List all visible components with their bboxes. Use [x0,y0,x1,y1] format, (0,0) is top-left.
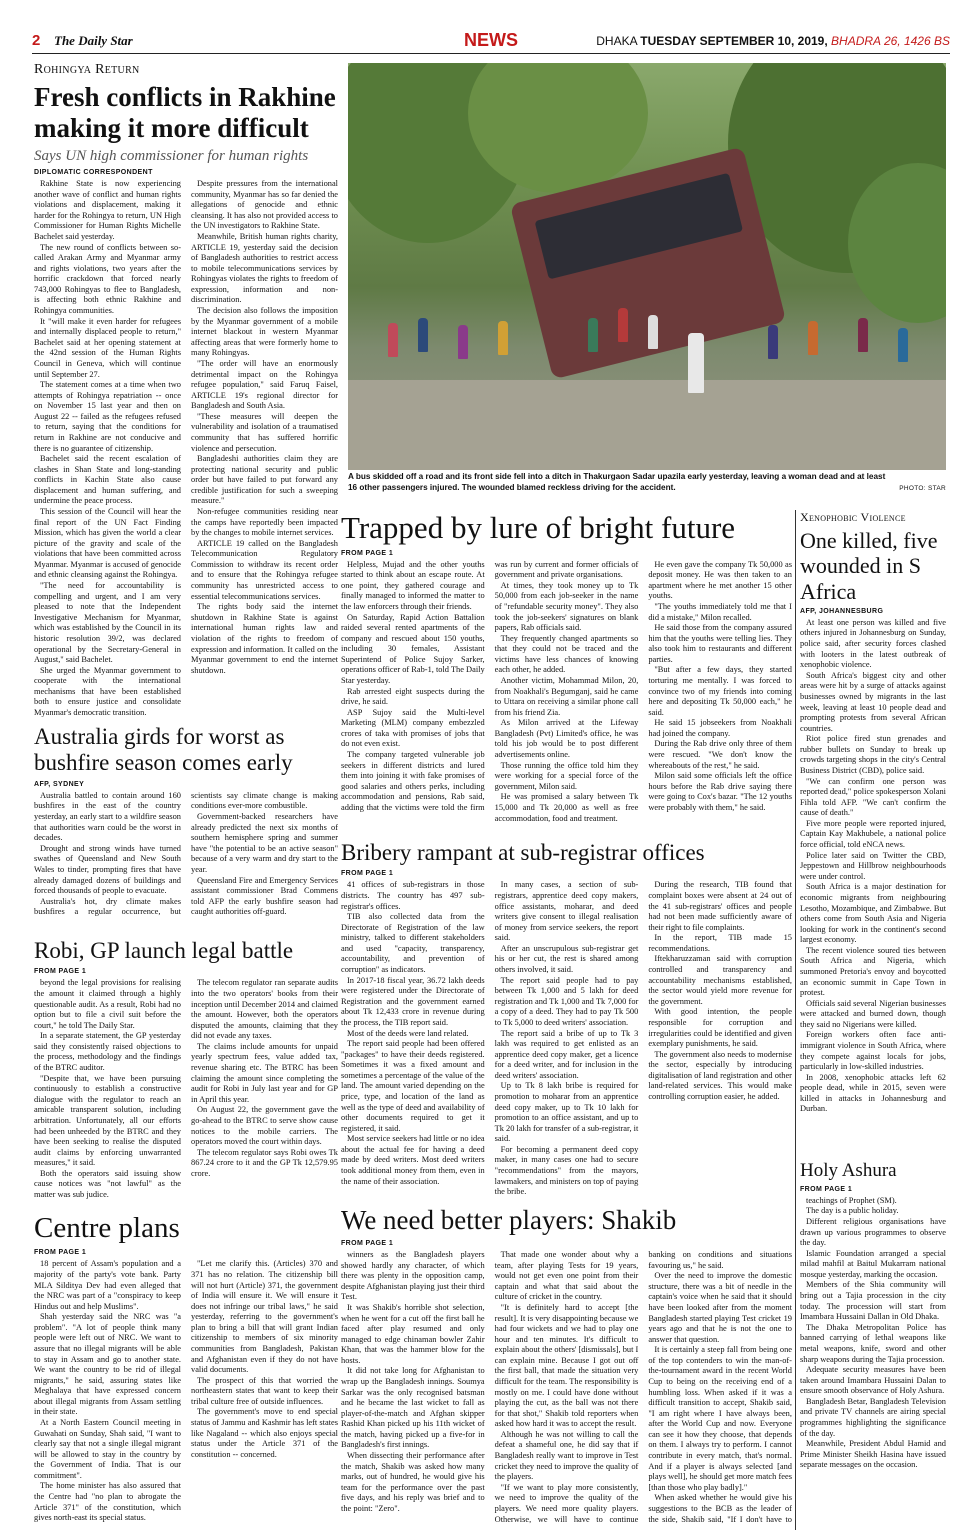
article-body [34,179,338,719]
paragraph: Despite pressures from the international community, Myanmar has so far denied the allegations of genocide and ethnic cleansing. It has also not provided access to the UN investigators to Rakhine State. [191,179,338,231]
article-body [34,978,338,1208]
paragraph: Milon said some officials left the office hours before the Rab drive saying there were going to Cox's bazar. "The 12 youths were probably with them," he said. [648,771,792,812]
paragraph: She urged the Myanmar government to cooperate with the international mechanisms that have been established both to ensure justice and consolidate Myanmar's democratic transition. [34,665,181,717]
paragraph: Bangladesh Betar, Bangladesh Television and private TV channels are airing special programmes highlighting the significance of the day. [800,1396,946,1438]
dateline-bengali-date: BHADRA 26, 1426 BS [831,34,950,48]
paragraph: As Milon arrived at the Lifeway Bangladesh (Pvt) Limited's office, he was told his job would be to post different advertisements online. [494,718,639,760]
article-headline[interactable]: We need better players: Shakib [341,1205,677,1235]
paragraph: It is certainly a steep fall from being one of the top contenders to win the man-of-the-tournament award in the recent World Cup to being on the receiving end of a humbling loss. When asked if it was a difficult transition to accept, Shakib said, "I am right where I have always been, after the World Cup and now. Everyone can see it how they choose, that depends on them. I always try to perform. I cannot contribute in every match, that's normal. And if a player is always selected [and plays well], he should get more match fees [than those who play badly]." [648,1345,792,1492]
article-deck: Says UN high commissioner for human rights [34,148,309,165]
article-byline: DIPLOMATIC CORRESPONDENT [34,169,153,177]
paragraph: The telecom regulator says Robi owes Tk 867.24 crore to it and the GP Tk 12,579.95 crore. [191,1147,338,1178]
article-shakib [341,1205,792,1532]
paragraph: "It is definitely hard to accept [the result]. It is very disappointing because we had four wickets and we had to play one hour and ten minutes. It's difficult to explain about the others' [dismissals], but I can explain mine. Because I got out off the first ball, that made the situation very difficult for the team. The responsibility is mostly on me. I could have done without playing the cut, as the ball was not there for that shot," Shakib told reporters when asked how hard it was to accept the result. [494,1302,639,1429]
paragraph: Bangladeshi authorities claim they are protecting national security and public order but have failed to put forward any credible justification for such a sweeping measure." [191,454,338,506]
paragraph: The decision also follows the imposition by the Myanmar government of a mobile internet blackout in western Myanmar affecting areas that were formerly home to many Rohingyas. [191,306,338,358]
paragraph: In the report, TIB made 15 recommendations. [648,933,792,953]
paragraph: teachings of Prophet (SM). [806,1195,897,1205]
paragraph: Australia's hot, dry climate makes bushfires a regular occurrence, but scientists say climate change is making conditions ever-more combustible. [34,790,338,917]
paragraph: Those running the office told him they were working for a special force of the government, Milon said. [494,760,639,791]
paragraph: On Saturday, Rapid Action Battalion raided several rented apartments of the company and rescued about 150 youths, including 30 females, Assistant Superintend of Police Sujoy Sarker, operations officer of Rab-1, told The Daily Star yesterday. [341,612,485,685]
article-bribery [341,840,792,1200]
paragraph: Over the need to improve the domestic structure, there was a bit of needle in the captain's voice when he said that it should have been looked after from the moment Bangladesh started playing Test cricket 19 years ago and that he is not the one to answer that question. [648,1271,792,1344]
paragraph: When dissecting their performance after the match, Shakib was asked how many marks, out of hundred, he would give his team for the performance over the past five days, and his reply was brief and to the point: "Zero". [341,1451,485,1513]
paragraph: "Let me clarify this. (Articles) 370 and 371 has no relation. The citizenship bill will not hurt (Article) 371, the government of India will ensure it. We will ensure it does not infringe our tribal laws," he said yesterday, referring to the government's plan to bring a bill that will grant Indian citizenship to members of six minority communities from Bangladesh, Pakistan and Afghanistan even if they do not have valid documents. [191,1259,338,1375]
paragraph: During the research, TIB found that complaint boxes were absent at 24 out of the 41 sub-registrars' offices and people had not been made sufficiently aware of their right to file complaints. [648,880,792,932]
article-body [341,560,792,830]
article-body [34,791,338,921]
article-body [34,1259,338,1531]
article-centre [34,1212,338,1532]
paragraph: TIB also collected data from the Directorate of Registration of the law ministry, talked to different stakeholders and used "capacity, transparency, accountability, and prevention of corruption" as indicators. [341,912,485,975]
paragraph: In a separate statement, the GP yesterday said they consistently raised objections to the process, methodology and the findings of the BTRC auditor. [34,1031,181,1073]
masthead [32,30,950,54]
paragraph: In 2008, xenophobic attacks left 62 people dead, while in 2015, seven were killed in attacks in Johannesburg and Durban. [800,1072,946,1114]
article-xenophobic [800,510,946,1150]
article-body [341,1250,792,1532]
paragraph: The day is a public holiday. [806,1206,899,1216]
paragraph: "The order will have an enormously detrimental impact on the Rohingya refugee population," said Faruq Faisel, ARTICLE 19's regional director for Bangladesh and South Asia. [191,358,338,411]
paragraph: It "will make it even harder for refugees and internally displaced people to return," Bachelet said at her opening statement at the 42nd session of the Human Rights Council in Geneva, which will continue until September 27. [34,316,181,379]
article-body [341,880,792,1200]
article-headline[interactable]: Robi, GP launch legal battle [34,938,294,963]
paragraph: Shah yesterday said the NRC was "a problem". "A lot of people think many people were left out of NRC. We want to assure that no illegal migrants will be able to stay in Assam and go to another state. We want the country to be rid of illegal migrants," he said, assuring states like Meghalaya that have expressed concern about illegal migrants from Assam settling in their state. [34,1312,181,1417]
paragraph: Australia battled to contain around 160 bushfires in the east of the country yesterday, an early start to a wildfire season that authorities warn could be the worst in decades. [34,790,181,843]
paragraph: Iftekharuzzaman said with corruption controlled and transparency and accountability mechanisms established, the sector would yield more revenue for the government. [648,954,792,1006]
paragraph: The new round of conflicts between so-called Arakan Army and Myanmar army and rights violations, two years after the horrific crackdown that forced nearly 743,000 Rohingyas to flee to Bangladesh, is affecting both ethnic Rakhine and Rohingya communities. [34,242,181,316]
paragraph: The home minister has also assured that the Centre had "no plan to abrogate the Article 371" of the constitution, which gives north-east its special status. [34,1481,181,1523]
article-headline[interactable]: Centre plans [34,1212,180,1244]
paragraph: For becoming a permanent deed copy maker, in many cases one had to secure "recommendations" from the mayors, lawmakers, and ministers on top of paying the bribe. [494,1144,639,1197]
article-jump: FROM PAGE 1 [341,549,394,557]
paragraph: It was Shakib's horrible shot selection, when he went for a cut off the first ball he faced after play resumed and only managed to edge chinaman bowler Zahir Khan, that was the hammer blow for the hosts. [341,1302,485,1365]
article-jump: FROM PAGE 1 [34,1249,87,1257]
paragraph: The prospect of this that worried the northeastern states that want to keep their tribal culture free of outside influences. [191,1375,338,1406]
paragraph: The report said people had to pay between Tk 1,000 and 5 lakh for deed registration and Tk 1,000 and Tk 7,000 for a copy of a deed. They had to pay Tk 500 to Tk 5,000 to deed writers' association. [494,975,639,1027]
paragraph: "These measures will deepen the vulnerability and isolation of a traumatised community that has suffered horrific violence and persecution. [191,411,338,453]
photo-credit: PHOTO: STAR [899,485,946,492]
paragraph: The telecom regulator ran separate audits into the two operators' books from their inception until December 2014 and claimed the amount. However, both the operators disputed the amounts, claiming that they did not evade any taxes. [191,978,338,1041]
article-rohingya [34,62,338,720]
paragraph: Riot police fired stun grenades and rubber bullets on Sunday to break up crowds targeting shops in the city's Central Business District (CBD), police said. [800,734,946,775]
paragraph: Queensland Fire and Emergency Services assistant commissioner Brad Commens told AFP the early bushfire season had caught authorities off-guard. [191,875,338,917]
paragraph: Officials said several Nigerian businesses were attacked and burned down, though they said no Nigerians were killed. [800,998,946,1029]
article-jump: FROM PAGE 1 [341,1240,394,1248]
paragraph: Both the operators said issuing show cause notices was "not lawful" as the matter was sub judice. [34,1168,181,1199]
paragraph: The report said people had been offered "packages" to have their deeds registered. Sometimes it was a fixed amount and sometimes a percentage of the value of the land. The amount varied depending on the price, type, and location of the land as well as the type of deed and availability of other documents required to get it registered, it said. [341,1039,485,1133]
article-ashura [800,1160,946,1532]
paragraph: beyond the legal provisions for realising the amount it claimed through a highly questionable audit. As a result, Robi had no option but to file a civil suit before the court," he told The Daily Star. [34,978,181,1030]
paragraph: Islamic Foundation arranged a special milad mahfil at Baitul Mukarram national mosque yesterday, marking the occasion. [800,1248,946,1279]
paragraph: This session of the Council will hear the final report of the UN Fact Finding Mission, which has given the world a clear picture of the gravity and scale of the violations that have been committed across Myanmar. Myanmar is accused of genocide and ethnic cleansing against the Rohingya. [34,507,181,580]
article-headline[interactable]: Australia girds for worst as bushfire season comes early [34,724,293,776]
paragraph: It did not take long for Afghanistan to wrap up the Bangladesh innings. Soumya Sarkar was the only recognised batsman and he became the last wicket to fall as player-of-the-match and Afghan skipper Rashid Khan picked up his 11th wicket of the match, having picked up a five-for in Bangladesh's first innings. [341,1366,485,1450]
paragraph: Rakhine State is now experiencing another wave of conflict and human rights violations and displacement, making it harder for the Rohingya to return, UN High Commissioner for Human Rights Michelle Bachelet said yesterday. [34,179,181,241]
paragraph: Most of the deeds were land related. [347,1028,469,1038]
article-headline[interactable]: Fresh conflicts in Rakhine making it more difficult [34,82,336,144]
article-jump: FROM PAGE 1 [341,870,394,878]
paragraph: Drought and strong winds have turned swathes of Queensland and New South Wales to tinder, prompting fires that have already damaged dozens of buildings and forced thousands of people to evacuate. [34,843,181,896]
paragraph: In 2017-18 fiscal year, 36.72 lakh deeds were registered under the Directorate of Registration and the government earned about Tk 12,433 crore in revenue during the process, the TIB report said. [341,975,485,1027]
photo-caption: A bus skidded off a road and its front side fell into a ditch in Thakurgaon Sadar upazila early yesterday, leaving a woman dead and at least 16 other passengers injured. The wounded blamed reckless driving for the accident. [348,472,886,492]
paragraph: The government's move to end special status of Jammu and Kashmir has left states like Nagaland -- which also enjoys special status under the Article 371 of the constitution -- concerned. [191,1407,338,1459]
article-kicker: Xenophobic Violence [800,510,906,524]
paragraph: 41 offices of sub-registrars in those districts. The country has 497 sub-registrar's offices. [341,880,485,911]
dateline-city: DHAKA [596,34,637,48]
paragraph: South Africa is a major destination for economic migrants from neighbouring Lesotho, Mozambique, and Zimbabwe. But others come from South Asia and Nigeria looking for work in the continent's second largest economy. [800,882,946,945]
paragraph: Although he was not willing to call the defeat a shameful one, he did say that if Bangladesh really want to improve in Test cricket they need to improve the quality of the players. [494,1429,639,1482]
paragraph: Different religious organisations have drawn up various programmes to observe the day. [800,1217,946,1248]
paragraph: At least one person was killed and five others injured in Johannesburg on Sunday, police said, after security forces clashed with looters in the latest outbreak of xenophobic violence. [800,617,946,670]
article-headline[interactable]: Bribery rampant at sub-registrar offices [341,840,705,865]
article-robi [34,938,338,1208]
paragraph: At a North Eastern Council meeting in Guwahati on Sunday, Shah said, "I want to clearly say that not a single illegal migrant will be allowed to stay in the country by the Government of India. That is our commitment". [34,1418,181,1480]
article-jump: FROM PAGE 1 [34,968,87,976]
paragraph: Members of the Shia community will bring out a Tajia procession in the city today. The procession will start from Imambara Hussaini Dallan in Old Dhaka. [800,1280,946,1322]
paragraph: The Dhaka Metropolitan Police has banned carrying of lethal weapons like metal weapons, knife, sword and other sharp weapons during the Tajia procession. [800,1322,946,1364]
paragraph: The report said a bribe of up to Tk 3 lakh was required to get enlisted as an apprentice deed copy maker, get a licence for a deed writer, and for inclusion in the deed writers' association. [494,1028,639,1080]
paragraph: He said those from the company assured him that the youths were telling lies. They also took him to restaurants and different parties. [648,623,792,664]
article-headline[interactable]: Trapped by lure of bright future [341,510,736,545]
paragraph: They frequently changed apartments so that they could not be traced and the victims have less chances of knowing each other, he added. [494,633,639,675]
paragraph: At times, they took money up to Tk 50,000 from each job-seeker in the name of "refundable security money". They also took the job-seekers' signatures on blank papers, Rab officials said. [494,580,639,633]
paragraph: Non-refugee communities residing near the camps have reportedly been impacted by the changes to mobile internet services. [191,507,338,538]
paragraph: The claims include amounts for unpaid yearly spectrum fees, value added tax, revenue sharing etc. The BTRC has been claiming the amount since completing the audit for Robi in July last year and for GP in April this year. [191,1041,338,1104]
dateline-date: TUESDAY SEPTEMBER 10, 2019, [640,34,828,48]
paragraph: He said 15 jobseekers from Noakhali had joined the company. [648,718,792,738]
article-body [800,1196,946,1531]
paragraph: Up to Tk 8 lakh bribe is required for promotion to moharar from an apprentice deed copy maker, up to Tk 10 lakh for promotion to an office assistant, and up to Tk 20 lakh for transfer of a sub-registrar, it said. [494,1081,639,1144]
section-label: NEWS [464,30,518,50]
article-body [800,618,946,1150]
paragraph: Meanwhile, British human rights charity, ARTICLE 19, yesterday said the decision of Bangladesh authorities to restrict access to mobile telecommunications services by Rohingyas violates the rights to freedom of expression, information and non-discrimination. [191,231,338,305]
article-jump: FROM PAGE 1 [800,1185,853,1193]
paragraph: The recent violence soured ties between South Africa and Nigeria, which summoned Pretoria's envoy and boycotted an economic summit in Cape Town in protest. [800,945,946,998]
article-kicker: Rohingya Return [34,62,140,77]
page-number: 2 [32,32,41,49]
paragraph: He was promised a salary between Tk 15,000 and Tk 20,000 as well as free accommodation, food and treatment. [494,792,639,823]
paragraph: When asked whether he would give his suggestions to the BCB as the leader of the side, Shakib said, "If I don't have to [648,1493,792,1524]
paragraph: "The need for accountability is compelling and urgent, and I am very pleased to note that the Independent Investigative Mechanism for Myanmar, which was established by the Council in its historic resolution 39/2, was declared operational by the Secretary-General in August," said Bachelet. [34,581,181,665]
paragraph: Adequate security measures have been taken around Imambara Hussaini Dalan to ensure smooth observance of Holy Ashura. [800,1365,946,1396]
paragraph: The statement comes at a time when two attempts of Rohingya repatriation -- once on November 15 last year and then on August 22 -- failed as the refugees refused to return, saying that the conditions for return in Rakhine are not conducive and there is no guarantee of citizenship. [34,380,181,453]
paragraph: "The youths immediately told me that I did a mistake," Milon recalled. [648,601,792,622]
paragraph: Police later said on Twitter the CBD, Jeppestown and Hillbrow neighbourhoods were under control. [800,850,946,881]
dateline [596,34,950,48]
paragraph: Most service seekers had little or no idea about the actual fee for having a deed made by deed writers. Most deed writers took additional money from them, even in the name of their association. [341,1134,485,1186]
news-photo [348,63,946,470]
paragraph: "If we want to play more consistently, we need to improve the quality of the players. We need more quality players. Otherwise, we will have to continue banking on conditions and situations favouring us," he said. [494,1250,792,1524]
paragraph: Rab arrested eight suspects during the drive, he said. [341,686,485,707]
paragraph: On August 22, the government gave the go-ahead to the BTRC to serve show cause notices to the mobile carriers. The operators moved the court within days. [191,1105,338,1147]
article-headline[interactable]: One killed, five wounded in S Africa [800,528,938,604]
paragraph: Helpless, Mujad and the other youths started to think about an escape route. At one point, they gathered courage and finally managed to informed the matter to the law enforcers through their friends. [341,559,485,611]
column-rule [795,510,796,1530]
paragraph: Another victim, Mohammad Milon, 20, from Noakhali's Begumganj, said he came to Uttara on receiving a similar phone call from his friend Zia. [494,676,639,717]
paper-logo[interactable]: The Daily Star [54,33,133,48]
paragraph: Government-backed researchers have already predicted the next six months of southern hemisphere spring and summer have "the potential to be an active season" because of a very warm and dry start to the year. [191,812,338,874]
paragraph: Five more people were reported injured, Captain Kay Makhubele, a national police force official, told eNCA news. [800,818,946,850]
paragraph: After an unscrupulous sub-registrar get his or her cut, the rest is shared among others involved, it said. [494,943,639,975]
paragraph: 18 percent of Assam's population and a majority of the party's vote bank. Party MLA Silditya Dev had even alleged that the NRC was part of a "conspiracy to keep Hindus out and help Muslims". [34,1259,181,1311]
paragraph: He even gave the company Tk 50,000 as deposit money. He was then taken to an apartment where he met another 15 other youths. [648,559,792,601]
paragraph: With good intention, the people responsible for corruption and irregularities could be identified and given exemplary punishments, he said. [648,1007,792,1049]
paragraph: ARTICLE 19 called on the Bangladesh Telecommunication Regulatory Commission to withdraw its recent order and to ensure that the Rohingya refugee community has unrestricted access to essential telecommunications services. [191,538,338,601]
article-byline: AFP, SYDNEY [34,780,85,788]
paragraph: The company targeted vulnerable job seekers in different districts and lured them into joining it with fake promises of good salaries and others perks, including accommodation and pensions, Rab said, adding that the victims were told the firm was run by current and former officials of government and private organisations. [341,559,639,812]
paragraph: Foreign workers often face anti-immigrant violence in South Africa, where they compete against locals for jobs, particularly in low-skilled industries. [800,1030,946,1072]
paragraph: ASP Sujoy said the Multi-level Marketing (MLM) company embezzled crores of taka with promises of jobs that do not even exist. [341,707,485,749]
paragraph: Bachelet said the recent escalation of clashes in Shan State and long-standing conflicts in Kachin State also cause displacement and human suffering, and undermine the peace process. [34,454,181,506]
paragraph: Meanwhile, President Abdul Hamid and Prime Minister Sheikh Hasina have issued separate messages on the occasion. [800,1439,946,1470]
paragraph: During the Rab drive only three of them were rescued. "We don't know the whereabouts of the rest," he said. [648,739,792,770]
article-australia [34,724,338,934]
article-trapped [341,510,792,830]
paragraph: In many cases, a section of sub-registrars, apprentice deed copy makers, office assistants, moharar, and deed writers give consent to illegal realisation of money from service seekers, the report said. [494,880,639,943]
paragraph: "We can confirm one person was reported dead," police spokesperson Xolani Fihla told AFP. "We can't confirm the cause of death." [800,776,946,818]
paragraph: "Despite that, we have been pursuing continuously to establish a constructive dialogue with the regulator to reach an amicable transparent solution, including arbitration. Unfortunately, all our efforts had been unheeded by the BTRC and they have been seeking to realise the disputed audit claims by enforcing unwarranted measures," it said. [34,1073,181,1168]
paragraph: South Africa's biggest city and other areas were hit by a surge of attacks against businesses owned by migrants in the last week, leaving at least 10 people dead and prompting protests from several African countries. [800,670,946,733]
article-byline: AFP, JOHANNESBURG [800,607,884,615]
paragraph: winners as the Bangladesh players showed hardly any character, of which there was plenty in the opposition camp, despite Afghanistan playing just their third Test. [341,1250,485,1302]
article-headline[interactable]: Holy Ashura [800,1160,897,1181]
paragraph: That made one wonder about why a team, after playing Tests for 19 years, would not get even one point from their captain and what that said about the culture of cricket in the country. [494,1250,639,1302]
paragraph: "But after a few days, they started torturing me mentally. I was forced to convince two of my friends into coming here and depositing Tk 50,000 each," he said. [648,665,792,717]
paragraph: The government also needs to modernise the sector, especially by introducing digitalisation of land registration and other land-related services. This would make controlling corruption easier, he added. [648,1049,792,1101]
paragraph: The rights body said the internet shutdown in Rakhine State is against international human rights law and violation of the rights to freedom of expression and information. It called on the Myanmar government to end the internet shutdown. [191,602,338,675]
